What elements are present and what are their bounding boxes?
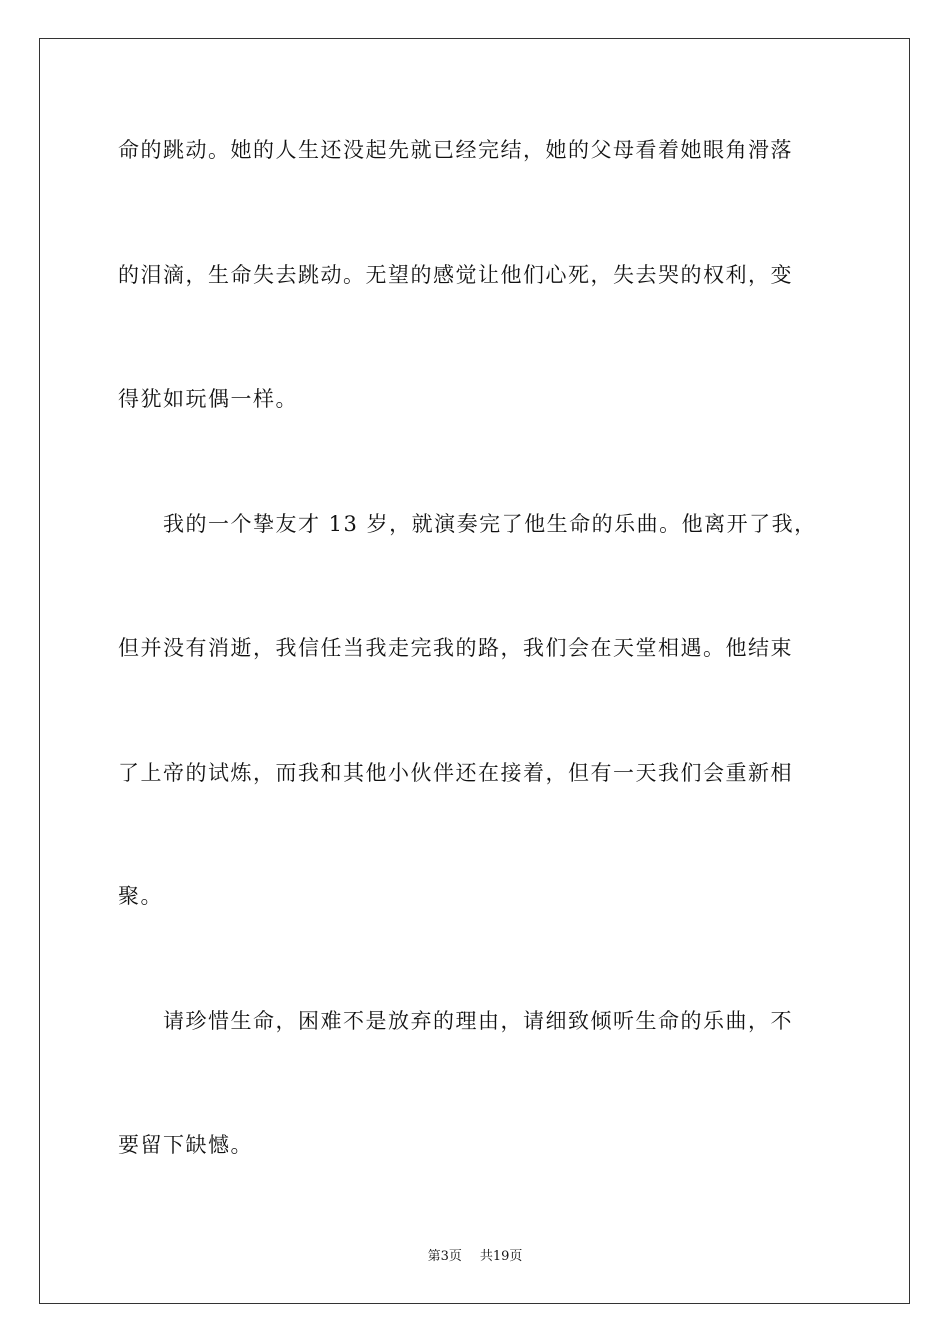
text-line: 了上帝的试炼，而我和其他小伙伴还在接着，但有一天我们会重新相 — [118, 761, 793, 785]
text-line: 请珍惜生命，困难不是放弃的理由，请细致倾听生命的乐曲，不 — [118, 1009, 793, 1033]
text-line: 命的跳动。她的人生还没起先就已经完结，她的父母看着她眼角滑落 — [118, 138, 793, 162]
text-line: 得犹如玩偶一样。 — [118, 387, 298, 411]
page-total: 共19页 — [479, 1249, 523, 1264]
text-line: 要留下缺憾。 — [118, 1133, 253, 1157]
text-line: 的泪滴，生命失去跳动。无望的感觉让他们心死，失去哭的权利，变 — [118, 263, 793, 287]
text-line: 但并没有消逝，我信任当我走完我的路，我们会在天堂相遇。他结束 — [118, 636, 793, 660]
page-border — [39, 38, 910, 1304]
page-footer — [0, 1248, 950, 1266]
text-line: 聚。 — [118, 884, 163, 908]
page-number: 第3页 — [427, 1249, 462, 1264]
text-line: 我的一个挚友才 13 岁，就演奏完了他生命的乐曲。他离开了我， — [118, 512, 817, 536]
